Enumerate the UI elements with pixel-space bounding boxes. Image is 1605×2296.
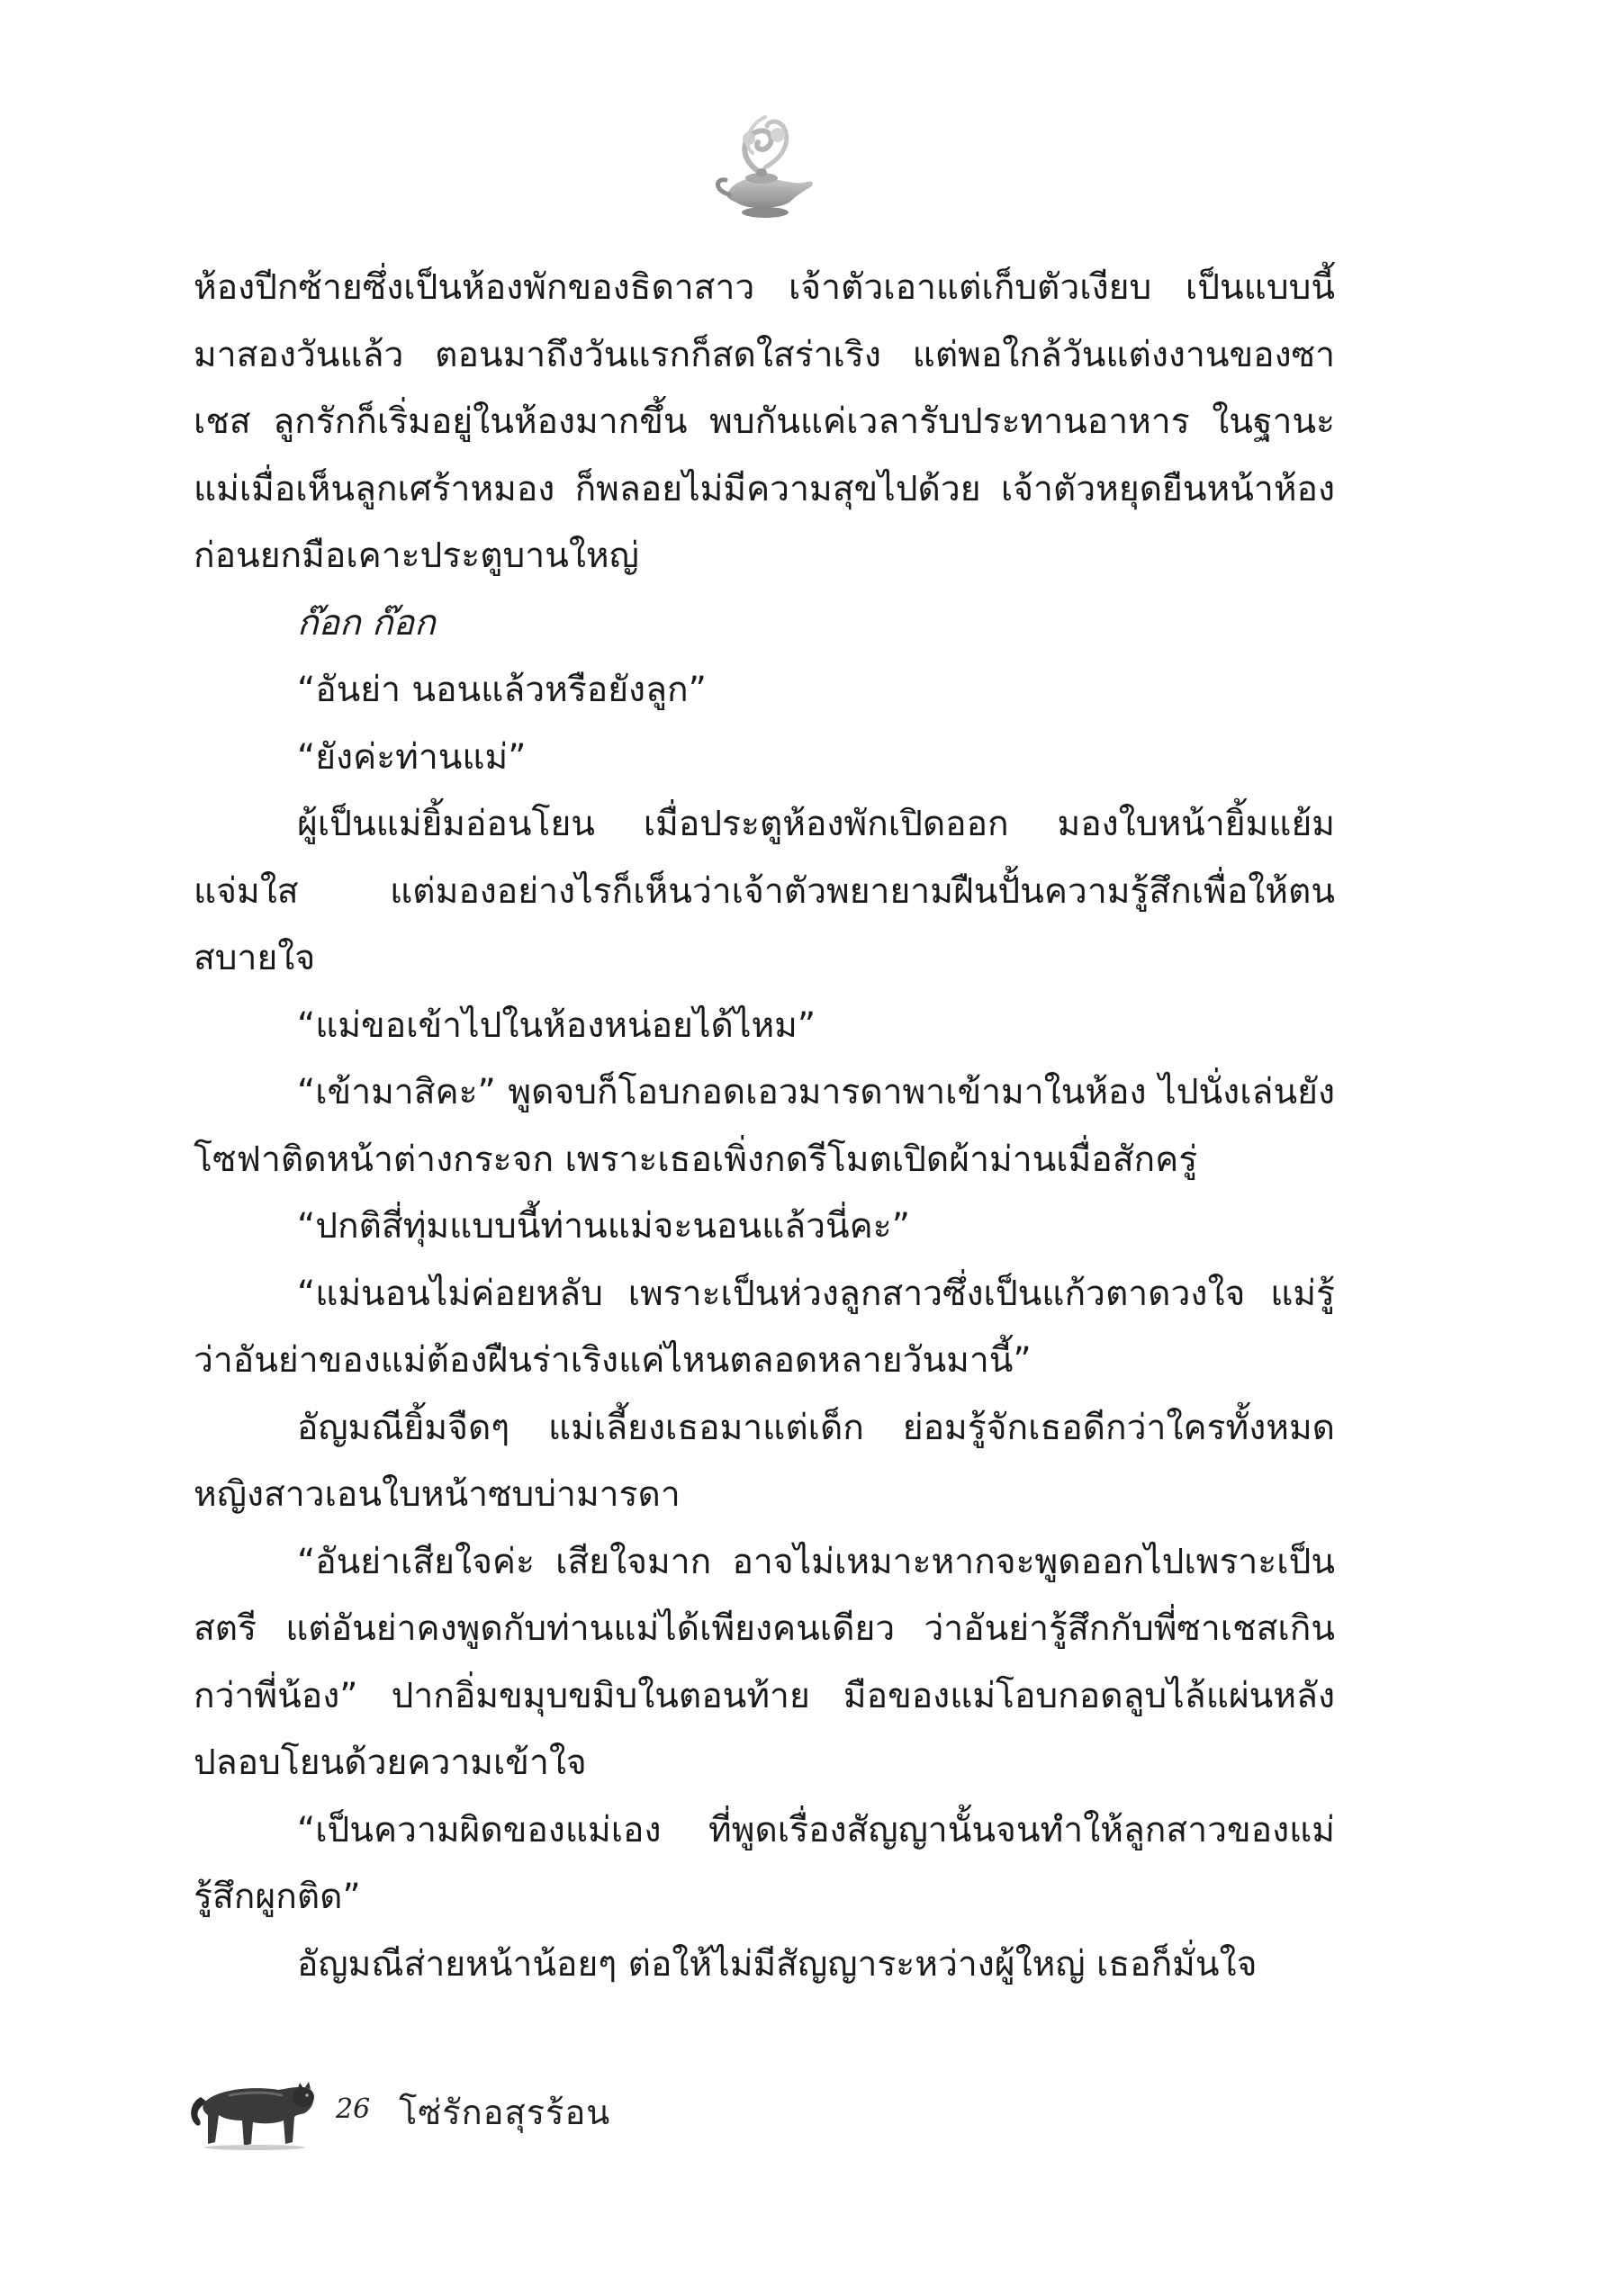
paragraph-dialogue: “อันย่าเสียใจค่ะ เสียใจมาก อาจไม่เหมาะหากจะพูดออกไปเพราะเป็นสตรี แต่อันย่าคงพูดกับท่านแม่ได้เพียงคนเดียว ว่าอันย่ารู้สึกกับพี่ซาเชสเกินกว่าพี่น้อง” ปากอิ่มขมุบขมิบในตอนท้าย มือของแม่โอบกอดลูบไล้แผ่นหลังปลอบโยนด้วยความเข้าใจ [194, 1541, 1335, 1783]
paragraph-dialogue: “เป็นความผิดของแม่เอง ที่พูดเรื่องสัญญานั้นจนทำให้ลูกสาวของแม่รู้สึกผูกติด” [194, 1809, 1335, 1917]
paragraph-dialogue: “แม่นอนไม่ค่อยหลับ เพราะเป็นห่วงลูกสาวซึ่งเป็นแก้วตาดวงใจ แม่รู้ว่าอันย่าของแม่ต้องฝืนร่าเริงแค่ไหนตลอดหลายวันมานี้” [194, 1273, 1335, 1381]
paragraph: อัญมณีส่ายหน้าน้อยๆ ต่อให้ไม่มีสัญญาระหว่างผู้ใหญ่ เธอก็มั่นใจ [297, 1943, 1258, 1985]
genie-lamp-icon [702, 108, 828, 234]
page-number: 26 [336, 2093, 371, 2125]
body-text [194, 255, 1335, 1998]
paragraph: อัญมณียิ้มจืดๆ แม่เลี้ยงเธอมาแต่เด็ก ย่อมรู้จักเธอดีกว่าใครทั้งหมด หญิงสาวเอนใบหน้าซบบ่ามารดา [194, 1407, 1335, 1515]
page-footer [185, 2061, 815, 2160]
paragraph: “เข้ามาสิคะ” พูดจบก็โอบกอดเอวมารดาพาเข้ามาในห้อง ไปนั่งเล่นยังโซฟาติดหน้าต่างกระจก เพราะเธอเพิ่งกดรีโมตเปิดผ้าม่านเมื่อสักครู่ [194, 1072, 1335, 1180]
paragraph-knock-sound: ก๊อก ก๊อก [297, 602, 436, 644]
paragraph-dialogue: “แม่ขอเข้าไปในห้องหน่อยได้ไหม” [297, 1004, 816, 1046]
paragraph: ผู้เป็นแม่ยิ้มอ่อนโยน เมื่อประตูห้องพักเปิดออก มองใบหน้ายิ้มแย้มแจ่มใส แต่มองอย่างไรก็เห็นว่าเจ้าตัวพยายามฝืนปั้นความรู้สึกเพื่อให้ตนสบายใจ [194, 804, 1335, 978]
paragraph: ห้องปีกซ้ายซึ่งเป็นห้องพักของธิดาสาว เจ้าตัวเอาแต่เก็บตัวเงียบ เป็นแบบนี้มาสองวันแล้ว ตอนมาถึงวันแรกก็สดใสร่าเริง แต่พอใกล้วันแต่งงานของซาเชส ลูกรักก็เริ่มอยู่ในห้องมากขึ้น พบกันแค่เวลารับประทานอาหาร ในฐานะแม่เมื่อเห็นลูกเศร้าหมอง ก็พลอยไม่มีความสุขไปด้วย เจ้าตัวหยุดยืนหน้าห้องก่อนยกมือเคาะประตูบานใหญ่ [194, 267, 1335, 576]
paragraph-dialogue: “ปกติสี่ทุ่มแบบนี้ท่านแม่จะนอนแล้วนี่คะ” [297, 1206, 910, 1247]
paragraph-dialogue: “ยังค่ะท่านแม่” [297, 736, 527, 778]
book-title: โซ่รักอสุรร้อน [399, 2093, 611, 2132]
panther-icon [185, 2061, 318, 2151]
paragraph-dialogue: “อันย่า นอนแล้วหรือยังลูก” [297, 670, 707, 710]
